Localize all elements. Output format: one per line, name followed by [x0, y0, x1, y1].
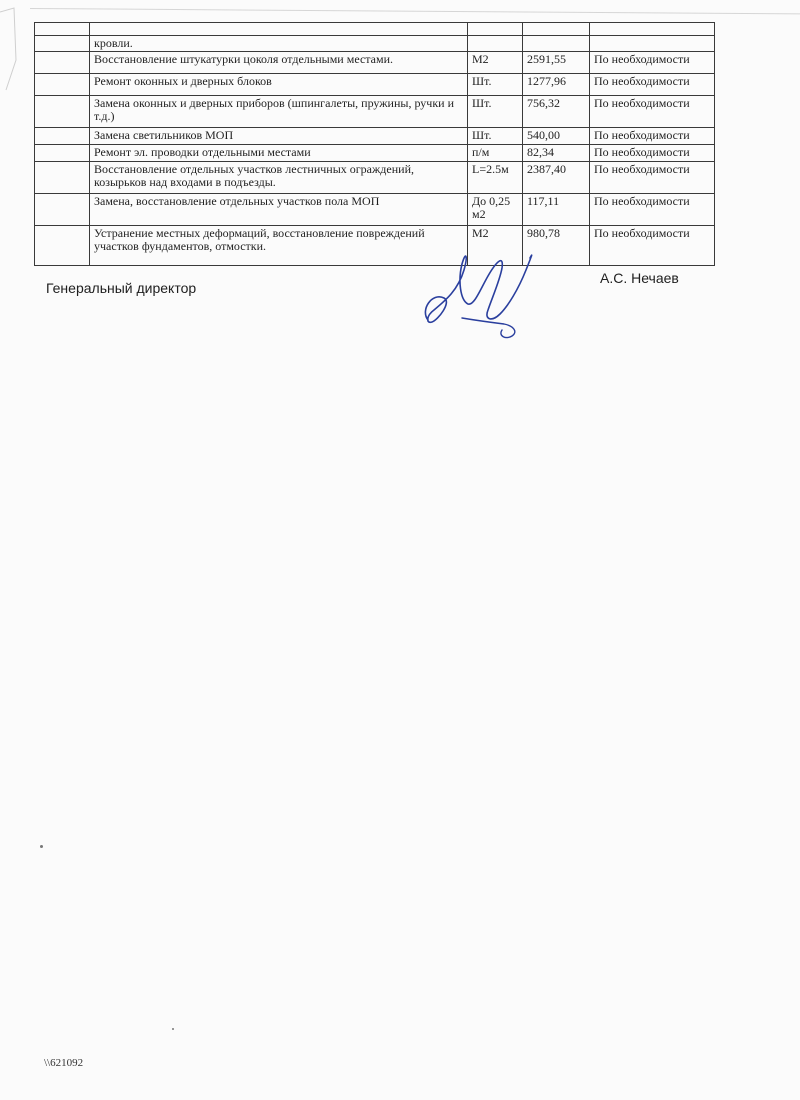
unit: М2: [468, 226, 523, 266]
scan-speck: [172, 1028, 174, 1030]
work-name: Замена светильников МОП: [90, 128, 468, 145]
row-number: [35, 226, 90, 266]
quantity: 980,78: [523, 226, 590, 266]
row-number: [35, 145, 90, 162]
table-row: [35, 74, 715, 96]
table-header-stub-row: [35, 23, 715, 36]
periodicity: По необходимости: [590, 194, 715, 226]
quantity: 1277,96: [523, 74, 590, 96]
periodicity: По необходимости: [590, 128, 715, 145]
scan-speck: [40, 845, 43, 848]
quantity: 2387,40: [523, 162, 590, 194]
row-number: [35, 52, 90, 74]
signer-name: А.С. Нечаев: [600, 270, 679, 286]
row-number: [35, 194, 90, 226]
periodicity: По необходимости: [590, 226, 715, 266]
unit: М2: [468, 52, 523, 74]
table-row: [35, 36, 715, 52]
table-row: [35, 96, 715, 128]
work-name: Восстановление отдельных участков лестничных ограждений, козырьков над входами в подъезды.: [90, 162, 468, 194]
unit: [468, 36, 523, 52]
work-name: Ремонт оконных и дверных блоков: [90, 74, 468, 96]
unit: Шт.: [468, 128, 523, 145]
row-number: [35, 74, 90, 96]
unit: До 0,25 м2: [468, 194, 523, 226]
row-number: [35, 36, 90, 52]
unit: Шт.: [468, 96, 523, 128]
table-row: [35, 162, 715, 194]
unit: Шт.: [468, 74, 523, 96]
work-name: Восстановление штукатурки цоколя отдельными местами.: [90, 52, 468, 74]
quantity: [523, 36, 590, 52]
quantity: 756,32: [523, 96, 590, 128]
periodicity: [590, 36, 715, 52]
row-number: [35, 162, 90, 194]
quantity: 117,11: [523, 194, 590, 226]
work-name: Ремонт эл. проводки отдельными местами: [90, 145, 468, 162]
periodicity: По необходимости: [590, 162, 715, 194]
works-table: [34, 22, 715, 266]
table-row: [35, 128, 715, 145]
document-code: \\621092: [44, 1057, 84, 1069]
row-number: [35, 128, 90, 145]
signer-position: Генеральный директор: [46, 280, 197, 296]
table-row: [35, 226, 715, 266]
quantity: 2591,55: [523, 52, 590, 74]
work-name: Замена, восстановление отдельных участков пола МОП: [90, 194, 468, 226]
work-name: Устранение местных деформаций, восстановление повреждений участков фундаментов, отмостки.: [90, 226, 468, 266]
periodicity: По необходимости: [590, 52, 715, 74]
table-row: [35, 194, 715, 226]
work-name: Замена оконных и дверных приборов (шпингалеты, пружины, ручки и т.д.): [90, 96, 468, 128]
quantity: 540,00: [523, 128, 590, 145]
table-row: [35, 52, 715, 74]
handwritten-signature: [418, 240, 548, 350]
periodicity: По необходимости: [590, 145, 715, 162]
work-name: кровли.: [90, 36, 468, 52]
unit: п/м: [468, 145, 523, 162]
works-table-container: [34, 22, 714, 266]
row-number: [35, 96, 90, 128]
unit: L=2.5м: [468, 162, 523, 194]
table-row: [35, 145, 715, 162]
quantity: 82,34: [523, 145, 590, 162]
periodicity: По необходимости: [590, 74, 715, 96]
scan-top-edge: [30, 8, 800, 20]
periodicity: По необходимости: [590, 96, 715, 128]
